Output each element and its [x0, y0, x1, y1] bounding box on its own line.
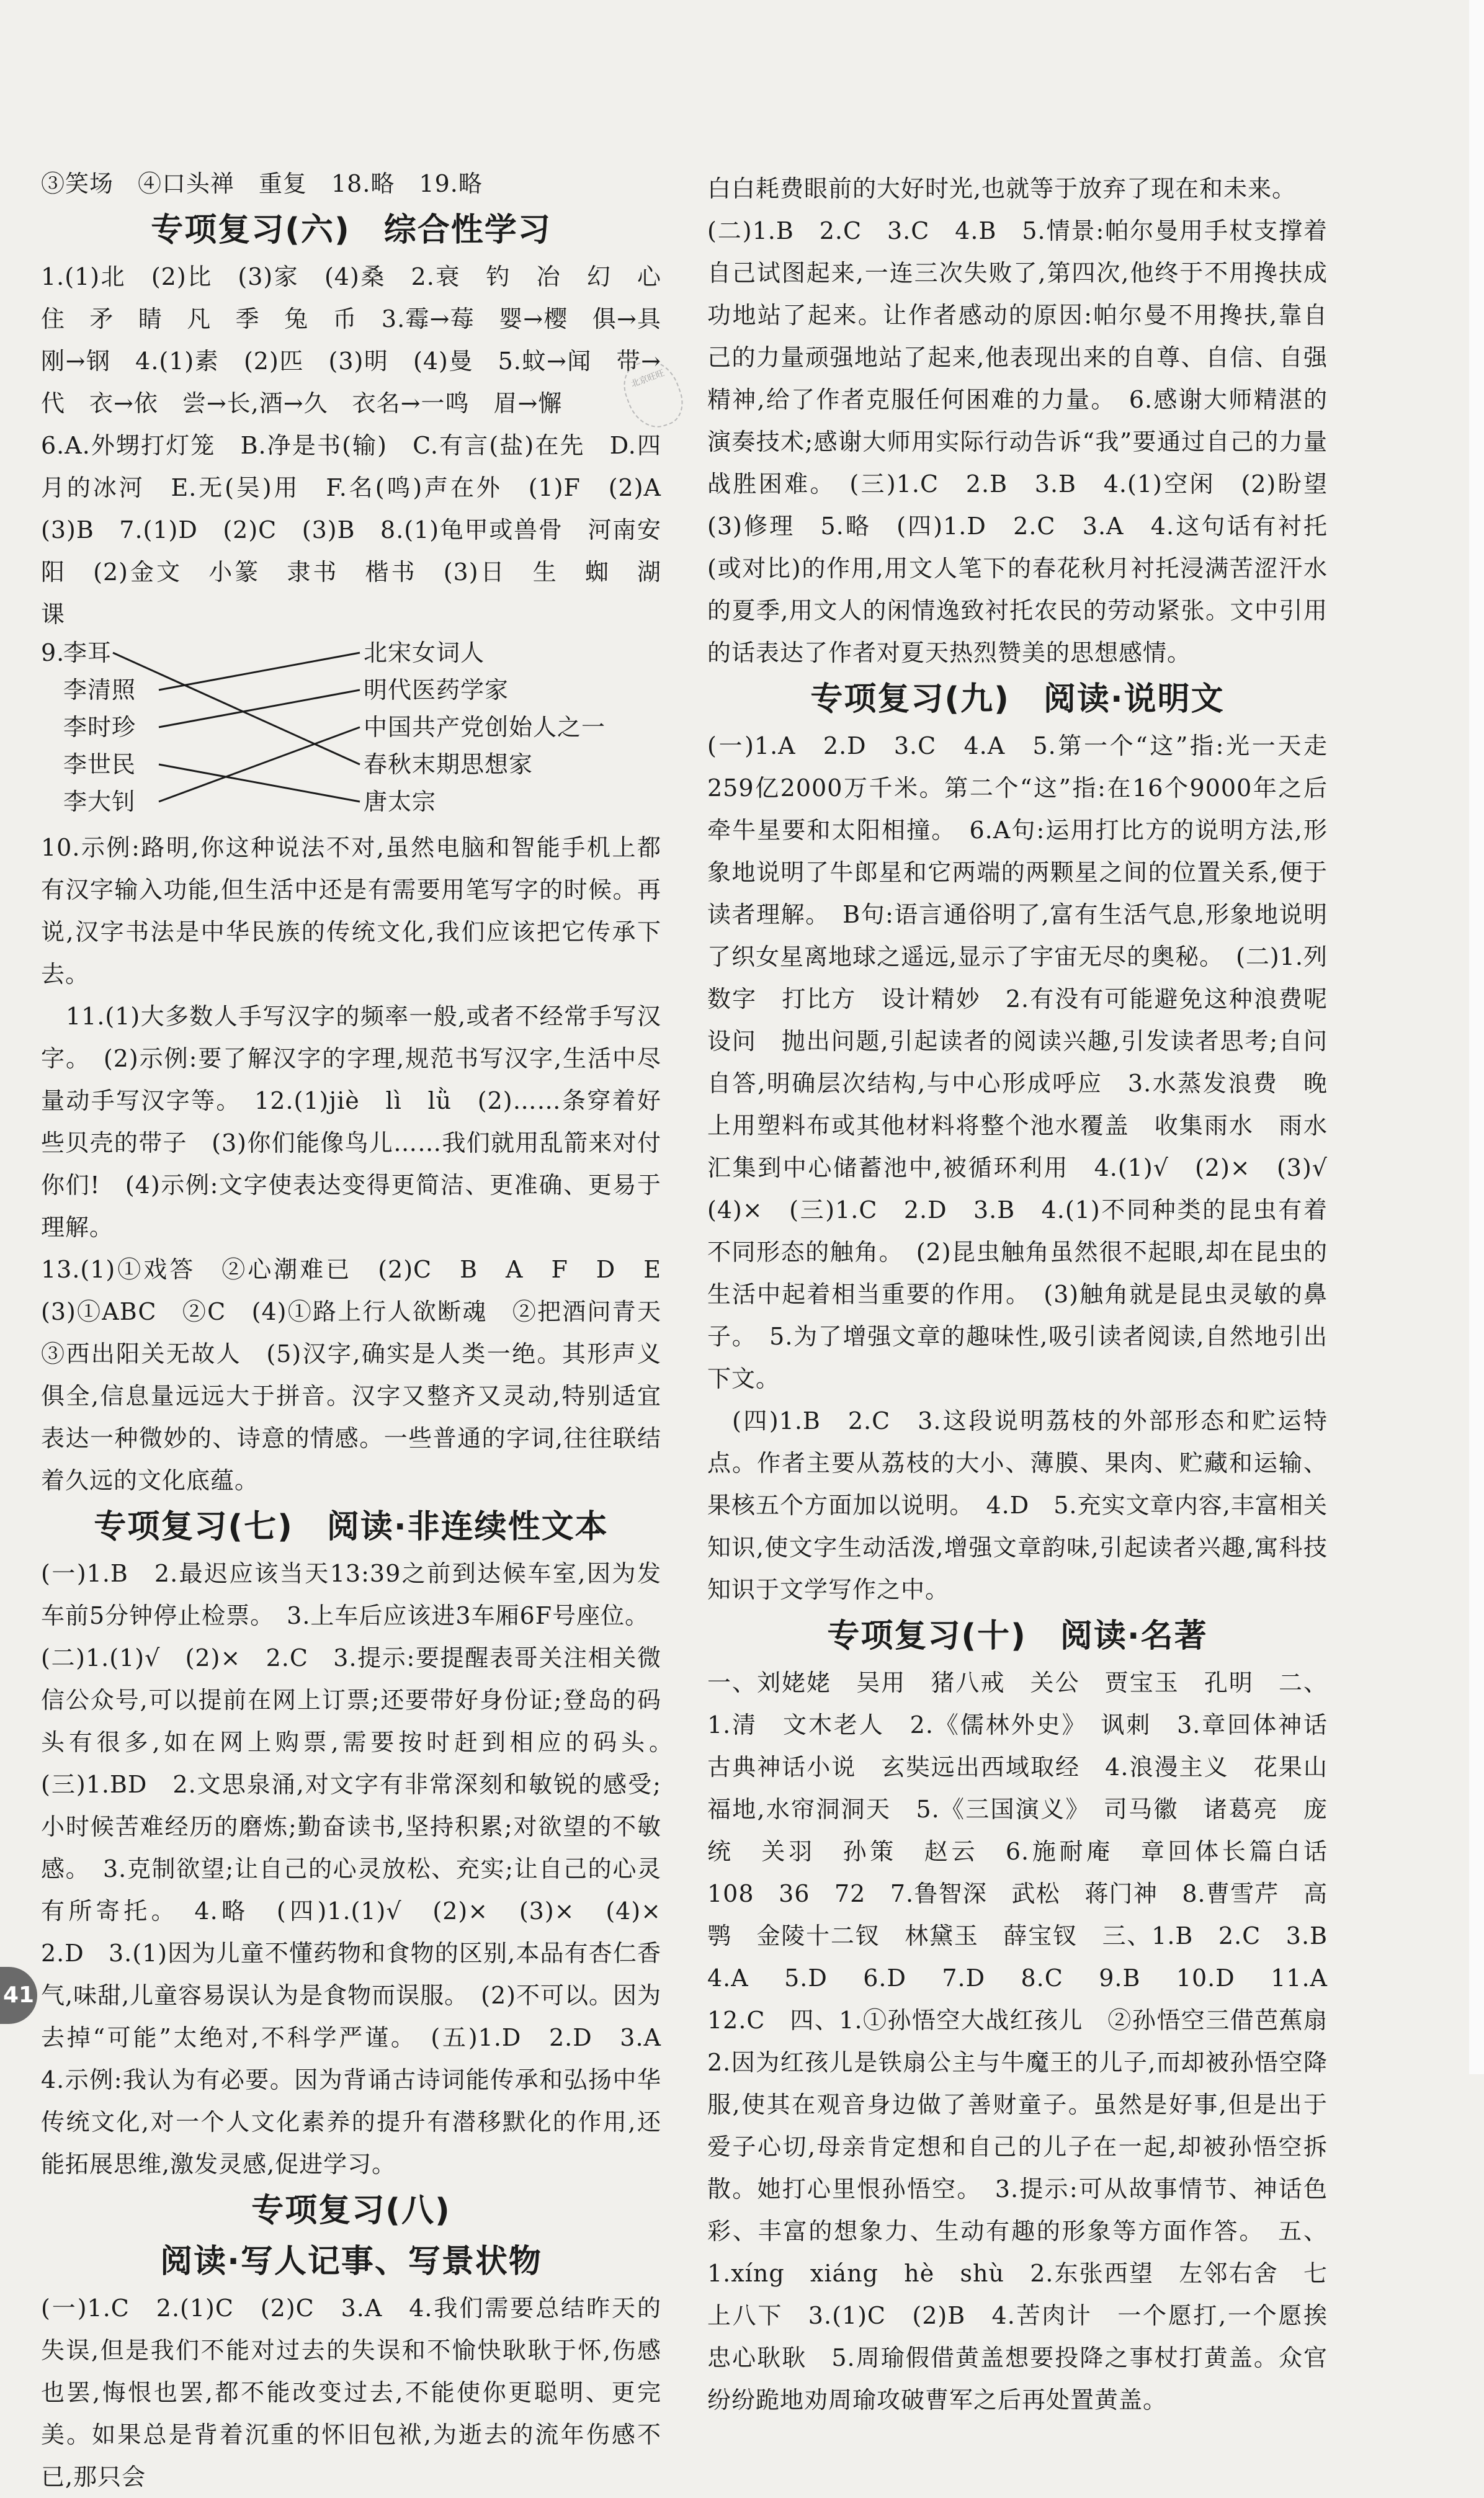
match-line — [159, 727, 360, 802]
section-7-title: 专项复习(七) 阅读·非连续性文本 — [94, 1508, 609, 1546]
right-column — [707, 168, 1352, 2421]
match-left-item: 李大钊 — [63, 788, 136, 815]
match-line — [159, 690, 360, 727]
matching-lines — [41, 637, 661, 823]
section-6-para-1: 1.(1)北 (2)比 (3)家 (4)桑 2.衰 钓 冶 幻 心 住 矛 睛 凡 季 兔 币 3.霉→莓 婴→樱 俱→具 刚→钢 4.(1)素 (2)匹 (3)明 (4)曼 5.蚊→闻 带→代 衣→依 尝→长,酒→久 衣名→一鸣 眉→懈 — [41, 263, 686, 417]
section-8-cont-para-2: (二)1.B 2.C 3.C 4.B 5.情景:帕尔曼用手杖支撑着自己试图起来,一连三次失败了,第四次,他终于不用搀扶成功地站了起来。让作者感动的原因:帕尔曼不用搀扶,靠自己的力量顽强地站了起来,他表现出来的自尊、自信、自强精神,给了作者克服任何困难的力量。 6.感谢大师精湛的演奏技术;感谢大师用实际行动告诉“我”要通过自己的力量战胜困难。 (三)1.C 2.B 3.B 4.(1)空闲 (2)盼望 (3)修理 5.略 (四)1.D 2.C 3.A 4.这句话有衬托(或对比)的作用,用文人笔下的春花秋月衬托浸满苦涩汗水的夏季,用文人的闲情逸致衬托农民的劳动紧张。文中引用的话表达了作者对夏天热烈赞美的思想感情。 — [707, 217, 1352, 666]
match-line — [159, 764, 360, 802]
match-right-item: 中国共产党创始人之一 — [364, 714, 606, 741]
section-8-subtitle: 阅读·写人记事、写景状物 — [160, 2243, 542, 2280]
page-edge — [1469, 0, 1484, 2074]
section-6-para-10: 10.示例:路明,你这种说法不对,虽然电脑和智能手机上都有汉字输入功能,但生活中还是有需要用笔写字的时候。再说,汉字书法是中华民族的传统文化,我们应该把它传承下去。 — [41, 834, 661, 988]
section-8-cont-para-1: 白白耗费眼前的大好时光,也就等于放弃了现在和未来。 — [707, 175, 1297, 202]
match-line — [113, 653, 360, 764]
page-number-badge: 41 — [0, 1967, 37, 2024]
matching-exercise — [41, 637, 661, 823]
section-9-para-1: (一)1.A 2.D 3.C 4.A 5.第一个“这”指:光一天走259亿2000万千米。第二个“这”指:在16个9000年之后牵牛星要和太阳相撞。 6.A句:运用打比方的说明方法,形象地说明了牛郎星和它两端的两颗星之间的位置关系,便于读者理解。 B句:语言通俗明了,富有生活气息,形象地说明了织女星离地球之遥远,显示了宇宙无尽的奥秘。 (二)1.列数字 打比方 设计精妙 2.有没有可能避免这种浪费呢 设问 抛出问题,引起读者的阅读兴趣,引发读者思考;自问自答,明确层次结构,与中心形成呼应 3.水蒸发浪费 晚上用塑料布或其他材料将整个池水覆盖 收集雨水 雨水汇集到中心储蓄池中,被循环利用 4.(1)√ (2)× (3)√ (4)× (三)1.C 2.D 3.B 4.(1)不同种类的昆虫有着不同形态的触角。 (2)昆虫触角虽然很不起眼,却在昆虫的生活中起着相当重要的作用。 (3)触角就是昆虫灵敏的鼻子。 5.为了增强文章的趣味性,吸引读者阅读,自然地引出下文。 — [707, 732, 1352, 1392]
section-10-title: 专项复习(十) 阅读·名著 — [827, 1618, 1208, 1655]
left-column — [41, 163, 686, 2498]
match-right-item: 明代医药学家 — [364, 676, 509, 704]
section-10-para-1: 一、刘姥姥 吴用 猪八戒 关公 贾宝玉 孔明 二、1.清 文木老人 2.《儒林外史》 讽刺 3.章回体神话 古典神话小说 玄奘远出西域取经 4.浪漫主义 花果山福地,水帘洞洞天 5.《三国演义》 司马徽 诸葛亮 庞统 关羽 孙策 赵云 6.施耐庵 章回体长篇白话 108 36 72 7.鲁智深 武松 蒋门神 8.曹雪芹 高鹗 金陵十二钗 林黛玉 薛宝钗 三、1.B 2.C 3.B 4.A 5.D 6.D 7.D 8.C 9.B 10.D 11.A 12.C 四、1.①孙悟空大战红孩儿 ②孙悟空三借芭蕉扇 2.因为红孩儿是铁扇公主与牛魔王的儿子,而却被孙悟空降服,使其在观音身边做了善财童子。虽然是好事,但是出于爱子心切,母亲肯定想和自己的儿子在一起,却被孙悟空拆散。她打心里恨孙悟空。 3.提示:可从故事情节、神话色彩、丰富的想象力、生动有趣的形象等方面作答。 五、1.xíng xiáng hè shù 2.东张西望 左邻右舍 七上八下 3.(1)C (2)B 4.苦肉计 一个愿打,一个愿挨 忠心耿耿 5.周瑜假借黄盖想要投降之事杖打黄盖。众官纷纷跪地劝周瑜攻破曹军之后再处置黄盖。 — [707, 1669, 1352, 2414]
match-right-item: 北宋女词人 — [364, 639, 485, 666]
section-6-para-2: 6.A.外甥打灯笼 B.净是书(输) C.有言(盐)在先 D.四月的冰河 E.无(吴)用 F.名(鸣)声在外 (1)F (2)A (3)B 7.(1)D (2)C (3)B 8.(1)龟甲或兽骨 河南安阳 (2)金文 小篆 隶书 楷书 (3)日 生 蜘 湖 课 — [41, 432, 686, 628]
match-left-item: 李时珍 — [63, 714, 136, 741]
match-left-item: 李清照 — [63, 676, 136, 704]
match-right-item: 春秋末期思想家 — [364, 751, 534, 778]
match-left-item: 李耳 — [63, 639, 112, 666]
section-9-title: 专项复习(九) 阅读·说明文 — [810, 681, 1225, 718]
section-6-para-11: 11.(1)大多数人手写汉字的频率一般,或者不经常手写汉字。 (2)示例:要了解汉字的字理,规范书写汉字,生活中尽量动手写汉字等。 12.(1)jiè lì lǜ (2)……条穿着好些贝壳的带子 (3)你们能像鸟儿……我们就用乱箭来对付你们! (4)示例:文字使表达变得更简洁、更准确、更易于理解。 — [41, 1003, 661, 1241]
section-9-para-2: (四)1.B 2.C 3.这段说明荔枝的外部形态和贮运特点。作者主要从荔枝的大小、薄膜、果肉、贮藏和运输、果核五个方面加以说明。 4.D 5.充实文章内容,丰富相关知识,使文字生动活泼,增强文章韵味,引起读者兴趣,寓科技知识于文学写作之中。 — [707, 1407, 1328, 1603]
section-7-para-2: (二)1.(1)√ (2)× 2.C 3.提示:要提醒表哥关注相关微信公众号,可以提前在网上订票;还要带好身份证;登岛的码头有很多,如在网上购票,需要按时赶到相应的码头。 (三)1.BD 2.文思泉涌,对文字有非常深刻和敏锐的感受;小时候苦难经历的磨炼;勤奋读书,坚持积累;对欲望的不敏感。 3.克制欲望;让自己的心灵放松、充实;让自己的心灵有所寄托。 4.略 (四)1.(1)√ (2)× (3)× (4)× 2.D 3.(1)因为儿童不懂药物和食物的区别,本品有杏仁香气,味甜,儿童容易误认为是食物而误服。 (2)不可以。因为去掉“可能”太绝对,不科学严谨。 (五)1.D 2.D 3.A 4.示例:我认为有必要。因为背诵古诗词能传承和弘扬中华传统文化,对一个人文化素养的提升有潜移默化的作用,还能拓展思维,激发灵感,促进学习。 — [41, 1644, 686, 2178]
section-8-para-1: (一)1.C 2.(1)C (2)C 3.A 4.我们需要总结昨天的失误,但是我们不能对过去的失误和不愉快耿耿于怀,伤感也罢,悔恨也罢,都不能改变过去,不能使你更聪明、更完美。如果总是背着沉重的怀旧包袱,为逝去的流年伤感不已,那只会 — [41, 2294, 661, 2491]
match-right-item: 唐太宗 — [364, 788, 437, 815]
question-9-label: 9. — [41, 639, 65, 666]
intro-line: ③笑场 ④口头禅 重复 18.略 19.略 — [41, 170, 483, 197]
match-line — [159, 653, 360, 690]
section-6-title: 专项复习(六) 综合性学习 — [151, 212, 552, 249]
section-7-para-1: (一)1.B 2.最迟应该当天13:39之前到达候车室,因为发车前5分钟停止检票。 3.上车后应该进3车厢6F号座位。 — [41, 1560, 661, 1629]
stamp-mark: 北京旺旺 — [617, 353, 690, 436]
section-6-para-13: 13.(1)①戏答 ②心潮难已 (2)C B A F D E (3)①ABC ②C (4)①路上行人欲断魂 ②把酒问青天 ③西出阳关无故人 (5)汉字,确实是人类一绝。其形声义俱全,信息量远远大于拼音。汉字又整齐又灵动,特别适宜表达一种微妙的、诗意的情感。一些普通的字词,往往联结着久远的文化底蕴。 — [41, 1256, 686, 1494]
section-8-title: 专项复习(八) — [251, 2192, 451, 2229]
match-left-item: 李世民 — [63, 751, 136, 778]
